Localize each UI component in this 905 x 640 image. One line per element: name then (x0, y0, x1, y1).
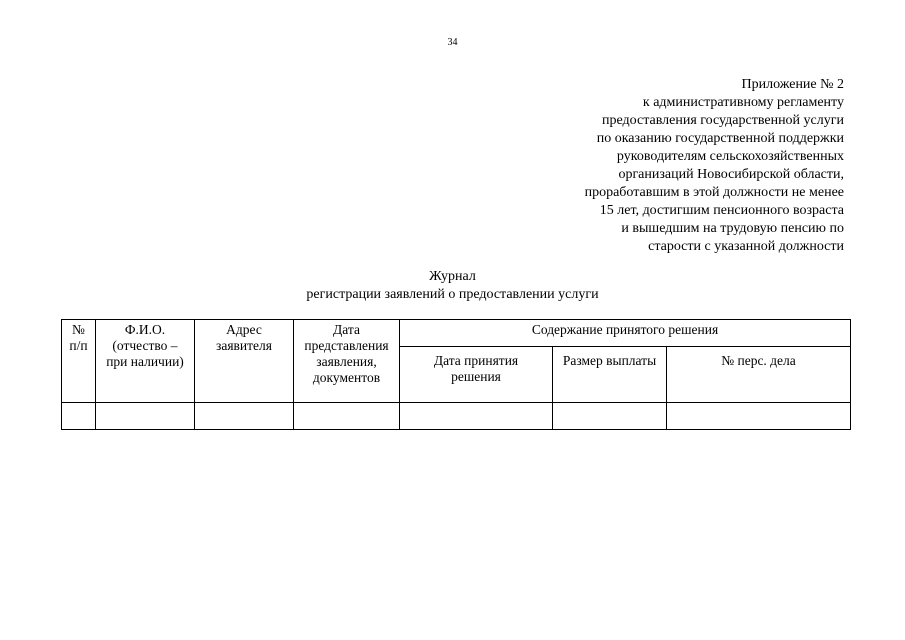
table-cell (553, 403, 667, 430)
appendix-line: проработавшим в этой должности не менее (584, 185, 844, 200)
header-cell-payment-amount (553, 347, 667, 403)
appendix-line: организаций Новосибирской области, (618, 167, 844, 182)
table-cell (62, 403, 96, 430)
header-label: Адрес заявителя (216, 322, 272, 353)
appendix-line: Приложение № 2 (741, 77, 844, 92)
header-cell-address (195, 320, 294, 403)
header-label: Ф.И.О. (отчество – при наличии) (106, 322, 184, 369)
header-label: № п/п (69, 322, 88, 353)
page-number: 34 (447, 37, 458, 48)
appendix-line: и вышедшим на трудовую пенсию по (621, 221, 844, 236)
header-cell-decision-group (400, 320, 851, 347)
appendix-line: руководителям сельскохозяйственных (616, 149, 844, 164)
table-header-row (62, 320, 851, 347)
appendix-header (484, 76, 844, 256)
header-cell-submission-date (294, 320, 400, 403)
appendix-line: предоставления государственной услуги (602, 113, 844, 128)
header-label: Дата представления заявления, документов (304, 322, 389, 385)
table-cell (294, 403, 400, 430)
appendix-line: старости с указанной должности (648, 239, 844, 254)
header-cell-case-number (667, 347, 851, 403)
header-label: № перс. дела (721, 353, 796, 368)
table-cell (195, 403, 294, 430)
table-row (62, 403, 851, 430)
journal-subtitle: регистрации заявлений о предоставлении услуги (306, 287, 599, 302)
header-cell-fio (96, 320, 195, 403)
header-label: Содержание принятого решения (531, 322, 719, 337)
table-cell (667, 403, 851, 430)
header-cell-number (62, 320, 96, 403)
table-cell (400, 403, 553, 430)
appendix-line: 15 лет, достигшим пенсионного возраста (599, 203, 844, 218)
table-cell (96, 403, 195, 430)
journal-title-block (0, 268, 905, 304)
registration-journal-table (61, 319, 851, 430)
appendix-line: по оказанию государственной поддержки (596, 131, 844, 146)
header-label: Дата принятия решения (433, 353, 519, 384)
header-label: Размер выплаты (562, 353, 657, 368)
header-cell-decision-date (400, 347, 553, 403)
journal-title: Журнал (429, 269, 476, 284)
appendix-line: к административному регламенту (642, 95, 844, 110)
